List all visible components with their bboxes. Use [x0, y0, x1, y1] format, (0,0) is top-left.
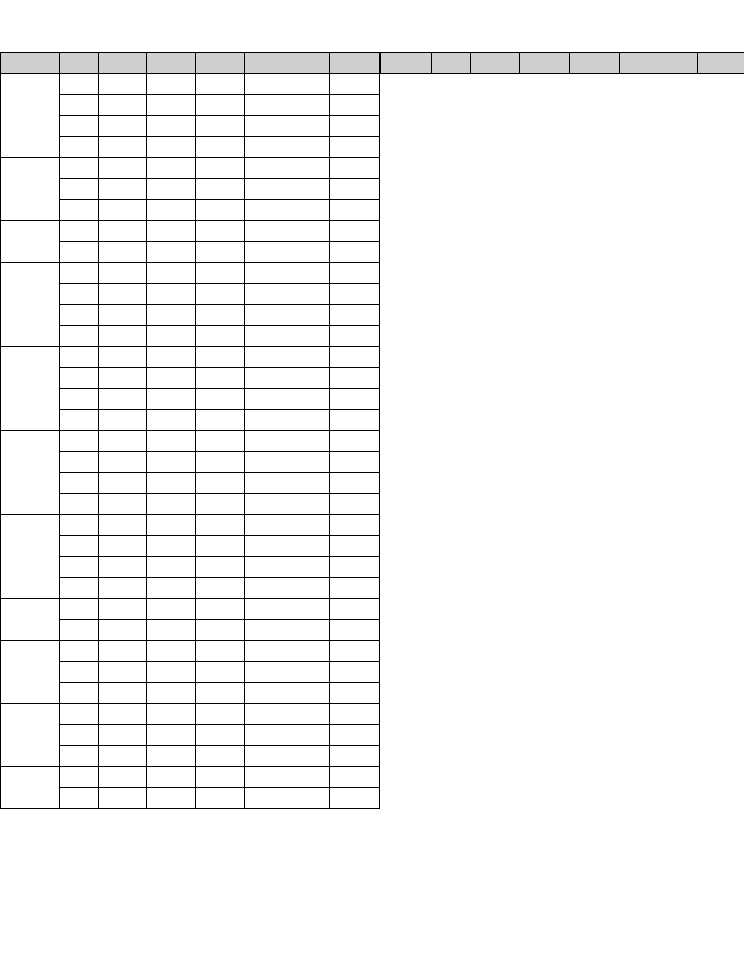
max-score-cell-left [99, 326, 147, 347]
max-score-cell-left [99, 200, 147, 221]
avg-score-cell-left [147, 725, 196, 746]
control-line-cell-left [245, 179, 330, 200]
max-score-cell-left [99, 95, 147, 116]
table-row [1, 494, 744, 515]
table-row [1, 179, 744, 200]
table-row [1, 263, 744, 284]
category-cell-left [60, 305, 99, 326]
category-cell-left [60, 704, 99, 725]
control-line-cell-left [245, 578, 330, 599]
control-line-cell-left [245, 221, 330, 242]
table-row [1, 704, 744, 725]
min-score-cell-left [196, 599, 245, 620]
max-score-cell-left [99, 557, 147, 578]
table-row [1, 515, 744, 536]
min-score-cell-left [196, 326, 245, 347]
max-score-cell-left [99, 116, 147, 137]
table-row [1, 473, 744, 494]
category-cell-left [60, 683, 99, 704]
header-remark-right [698, 53, 744, 74]
table-row [1, 284, 744, 305]
avg-score-cell-left [147, 536, 196, 557]
control-line-cell-left [245, 95, 330, 116]
control-line-cell-left [245, 641, 330, 662]
province-cell-left [1, 431, 60, 515]
min-score-cell-left [196, 263, 245, 284]
min-score-cell-left [196, 515, 245, 536]
control-line-cell-left [245, 788, 330, 809]
min-score-cell-left [196, 725, 245, 746]
header-max-right [471, 53, 520, 74]
min-score-cell-left [196, 578, 245, 599]
avg-score-cell-left [147, 221, 196, 242]
min-score-cell-left [196, 410, 245, 431]
category-cell-left [60, 536, 99, 557]
min-score-cell-left [196, 179, 245, 200]
control-line-cell-left [245, 347, 330, 368]
avg-score-cell-left [147, 746, 196, 767]
province-cell-left [1, 347, 60, 431]
remark-cell-left [330, 347, 380, 368]
min-score-cell-left [196, 389, 245, 410]
max-score-cell-left [99, 74, 147, 95]
category-cell-left [60, 137, 99, 158]
avg-score-cell-left [147, 578, 196, 599]
table-row [1, 368, 744, 389]
table-row [1, 116, 744, 137]
avg-score-cell-left [147, 158, 196, 179]
table-row [1, 788, 744, 809]
remark-cell-left [330, 221, 380, 242]
max-score-cell-left [99, 662, 147, 683]
header-province-right [380, 53, 432, 74]
table-row [1, 389, 744, 410]
remark-cell-left [330, 704, 380, 725]
remark-cell-left [330, 620, 380, 641]
remark-cell-left [330, 515, 380, 536]
control-line-cell-left [245, 158, 330, 179]
category-cell-left [60, 431, 99, 452]
max-score-cell-left [99, 578, 147, 599]
control-line-cell-left [245, 725, 330, 746]
avg-score-cell-left [147, 599, 196, 620]
remark-cell-left [330, 788, 380, 809]
min-score-cell-left [196, 305, 245, 326]
control-line-cell-left [245, 305, 330, 326]
province-cell-left [1, 599, 60, 641]
category-cell-left [60, 452, 99, 473]
avg-score-cell-left [147, 431, 196, 452]
avg-score-cell-left [147, 620, 196, 641]
min-score-cell-left [196, 683, 245, 704]
control-line-cell-left [245, 284, 330, 305]
avg-score-cell-left [147, 683, 196, 704]
max-score-cell-left [99, 599, 147, 620]
remark-cell-left [330, 599, 380, 620]
control-line-cell-left [245, 494, 330, 515]
avg-score-cell-left [147, 767, 196, 788]
max-score-cell-left [99, 746, 147, 767]
control-line-cell-left [245, 74, 330, 95]
max-score-cell-left [99, 767, 147, 788]
remark-cell-left [330, 578, 380, 599]
avg-score-cell-left [147, 704, 196, 725]
table-row [1, 137, 744, 158]
min-score-cell-left [196, 74, 245, 95]
category-cell-left [60, 410, 99, 431]
category-cell-left [60, 578, 99, 599]
control-line-cell-left [245, 389, 330, 410]
province-cell-left [1, 704, 60, 767]
province-cell-left [1, 263, 60, 347]
min-score-cell-left [196, 200, 245, 221]
table-row [1, 305, 744, 326]
control-line-cell-left [245, 557, 330, 578]
category-cell-left [60, 200, 99, 221]
remark-cell-left [330, 410, 380, 431]
avg-score-cell-left [147, 179, 196, 200]
control-line-cell-left [245, 515, 330, 536]
remark-cell-left [330, 389, 380, 410]
avg-score-cell-left [147, 788, 196, 809]
remark-cell-left [330, 662, 380, 683]
table-row [1, 767, 744, 788]
category-cell-left [60, 599, 99, 620]
table-row [1, 410, 744, 431]
max-score-cell-left [99, 305, 147, 326]
header-control-line-right [620, 53, 698, 74]
min-score-cell-left [196, 137, 245, 158]
province-cell-left [1, 641, 60, 704]
table-body [1, 74, 744, 809]
avg-score-cell-left [147, 515, 196, 536]
province-cell-left [1, 158, 60, 221]
max-score-cell-left [99, 620, 147, 641]
remark-cell-left [330, 494, 380, 515]
min-score-cell-left [196, 662, 245, 683]
control-line-cell-left [245, 746, 330, 767]
remark-cell-left [330, 368, 380, 389]
control-line-cell-left [245, 683, 330, 704]
table-row [1, 683, 744, 704]
min-score-cell-left [196, 158, 245, 179]
header-province-left [1, 53, 60, 74]
min-score-cell-left [196, 641, 245, 662]
province-cell-left [1, 221, 60, 263]
max-score-cell-left [99, 473, 147, 494]
control-line-cell-left [245, 242, 330, 263]
category-cell-left [60, 74, 99, 95]
avg-score-cell-left [147, 641, 196, 662]
table-row [1, 725, 744, 746]
remark-cell-left [330, 95, 380, 116]
control-line-cell-left [245, 704, 330, 725]
min-score-cell-left [196, 116, 245, 137]
remark-cell-left [330, 137, 380, 158]
category-cell-left [60, 284, 99, 305]
remark-cell-left [330, 263, 380, 284]
max-score-cell-left [99, 368, 147, 389]
max-score-cell-left [99, 347, 147, 368]
remark-cell-left [330, 536, 380, 557]
remark-cell-left [330, 641, 380, 662]
control-line-cell-left [245, 326, 330, 347]
control-line-cell-left [245, 431, 330, 452]
remark-cell-left [330, 746, 380, 767]
avg-score-cell-left [147, 137, 196, 158]
table-row [1, 599, 744, 620]
control-line-cell-left [245, 116, 330, 137]
remark-cell-left [330, 200, 380, 221]
max-score-cell-left [99, 389, 147, 410]
min-score-cell-left [196, 536, 245, 557]
min-score-cell-left [196, 221, 245, 242]
control-line-cell-left [245, 536, 330, 557]
table-row [1, 662, 744, 683]
table-row [1, 221, 744, 242]
table-row [1, 620, 744, 641]
control-line-cell-left [245, 263, 330, 284]
remark-cell-left [330, 473, 380, 494]
category-cell-left [60, 389, 99, 410]
category-cell-left [60, 116, 99, 137]
max-score-cell-left [99, 641, 147, 662]
max-score-cell-left [99, 536, 147, 557]
category-cell-left [60, 221, 99, 242]
header-control-line-left [245, 53, 330, 74]
remark-cell-left [330, 242, 380, 263]
max-score-cell-left [99, 431, 147, 452]
control-line-cell-left [245, 410, 330, 431]
max-score-cell-left [99, 494, 147, 515]
min-score-cell-left [196, 347, 245, 368]
max-score-cell-left [99, 452, 147, 473]
avg-score-cell-left [147, 410, 196, 431]
category-cell-left [60, 368, 99, 389]
table-row [1, 242, 744, 263]
header-remark-left [330, 53, 380, 74]
max-score-cell-left [99, 158, 147, 179]
remark-cell-left [330, 305, 380, 326]
header-max-left [99, 53, 147, 74]
min-score-cell-left [196, 431, 245, 452]
header-category-right [432, 53, 471, 74]
avg-score-cell-left [147, 305, 196, 326]
category-cell-left [60, 620, 99, 641]
table-row [1, 347, 744, 368]
avg-score-cell-left [147, 557, 196, 578]
min-score-cell-left [196, 704, 245, 725]
avg-score-cell-left [147, 452, 196, 473]
max-score-cell-left [99, 284, 147, 305]
header-row [1, 53, 744, 74]
max-score-cell-left [99, 242, 147, 263]
avg-score-cell-left [147, 494, 196, 515]
min-score-cell-left [196, 767, 245, 788]
min-score-cell-left [196, 557, 245, 578]
max-score-cell-left [99, 137, 147, 158]
remark-cell-left [330, 557, 380, 578]
table-header [1, 53, 744, 74]
table-row [1, 326, 744, 347]
avg-score-cell-left [147, 242, 196, 263]
table-row [1, 746, 744, 767]
province-cell-left [1, 74, 60, 158]
min-score-cell-left [196, 620, 245, 641]
max-score-cell-left [99, 221, 147, 242]
max-score-cell-left [99, 410, 147, 431]
category-cell-left [60, 557, 99, 578]
remark-cell-left [330, 179, 380, 200]
category-cell-left [60, 641, 99, 662]
control-line-cell-left [245, 137, 330, 158]
avg-score-cell-left [147, 95, 196, 116]
max-score-cell-left [99, 788, 147, 809]
category-cell-left [60, 242, 99, 263]
control-line-cell-left [245, 662, 330, 683]
table-row [1, 95, 744, 116]
avg-score-cell-left [147, 326, 196, 347]
max-score-cell-left [99, 515, 147, 536]
remark-cell-left [330, 767, 380, 788]
table-row [1, 431, 744, 452]
control-line-cell-left [245, 452, 330, 473]
avg-score-cell-left [147, 389, 196, 410]
category-cell-left [60, 95, 99, 116]
table-row [1, 557, 744, 578]
header-min-right [570, 53, 620, 74]
header-category-left [60, 53, 99, 74]
table-row [1, 452, 744, 473]
avg-score-cell-left [147, 200, 196, 221]
category-cell-left [60, 179, 99, 200]
control-line-cell-left [245, 767, 330, 788]
remark-cell-left [330, 725, 380, 746]
min-score-cell-left [196, 284, 245, 305]
avg-score-cell-left [147, 284, 196, 305]
category-cell-left [60, 515, 99, 536]
avg-score-cell-left [147, 347, 196, 368]
header-min-left [196, 53, 245, 74]
min-score-cell-left [196, 242, 245, 263]
category-cell-left [60, 494, 99, 515]
max-score-cell-left [99, 179, 147, 200]
remark-cell-left [330, 452, 380, 473]
header-avg-right [520, 53, 570, 74]
remark-cell-left [330, 284, 380, 305]
remark-cell-left [330, 326, 380, 347]
avg-score-cell-left [147, 116, 196, 137]
table-row [1, 578, 744, 599]
control-line-cell-left [245, 368, 330, 389]
category-cell-left [60, 662, 99, 683]
category-cell-left [60, 158, 99, 179]
control-line-cell-left [245, 473, 330, 494]
category-cell-left [60, 746, 99, 767]
min-score-cell-left [196, 494, 245, 515]
table-row [1, 74, 744, 95]
province-cell-left [1, 515, 60, 599]
table-row [1, 641, 744, 662]
category-cell-left [60, 347, 99, 368]
remark-cell-left [330, 431, 380, 452]
max-score-cell-left [99, 263, 147, 284]
max-score-cell-left [99, 704, 147, 725]
control-line-cell-left [245, 599, 330, 620]
province-cell-left [1, 767, 60, 809]
max-score-cell-left [99, 725, 147, 746]
min-score-cell-left [196, 95, 245, 116]
remark-cell-left [330, 158, 380, 179]
min-score-cell-left [196, 473, 245, 494]
admission-score-table [0, 52, 744, 809]
remark-cell-left [330, 116, 380, 137]
remark-cell-left [330, 683, 380, 704]
header-avg-left [147, 53, 196, 74]
avg-score-cell-left [147, 263, 196, 284]
category-cell-left [60, 263, 99, 284]
table-row [1, 158, 744, 179]
min-score-cell-left [196, 368, 245, 389]
category-cell-left [60, 725, 99, 746]
avg-score-cell-left [147, 662, 196, 683]
category-cell-left [60, 767, 99, 788]
control-line-cell-left [245, 620, 330, 641]
control-line-cell-left [245, 200, 330, 221]
table-row [1, 536, 744, 557]
avg-score-cell-left [147, 473, 196, 494]
min-score-cell-left [196, 788, 245, 809]
max-score-cell-left [99, 683, 147, 704]
min-score-cell-left [196, 746, 245, 767]
remark-cell-left [330, 74, 380, 95]
category-cell-left [60, 473, 99, 494]
avg-score-cell-left [147, 368, 196, 389]
min-score-cell-left [196, 452, 245, 473]
avg-score-cell-left [147, 74, 196, 95]
category-cell-left [60, 788, 99, 809]
table-row [1, 200, 744, 221]
category-cell-left [60, 326, 99, 347]
